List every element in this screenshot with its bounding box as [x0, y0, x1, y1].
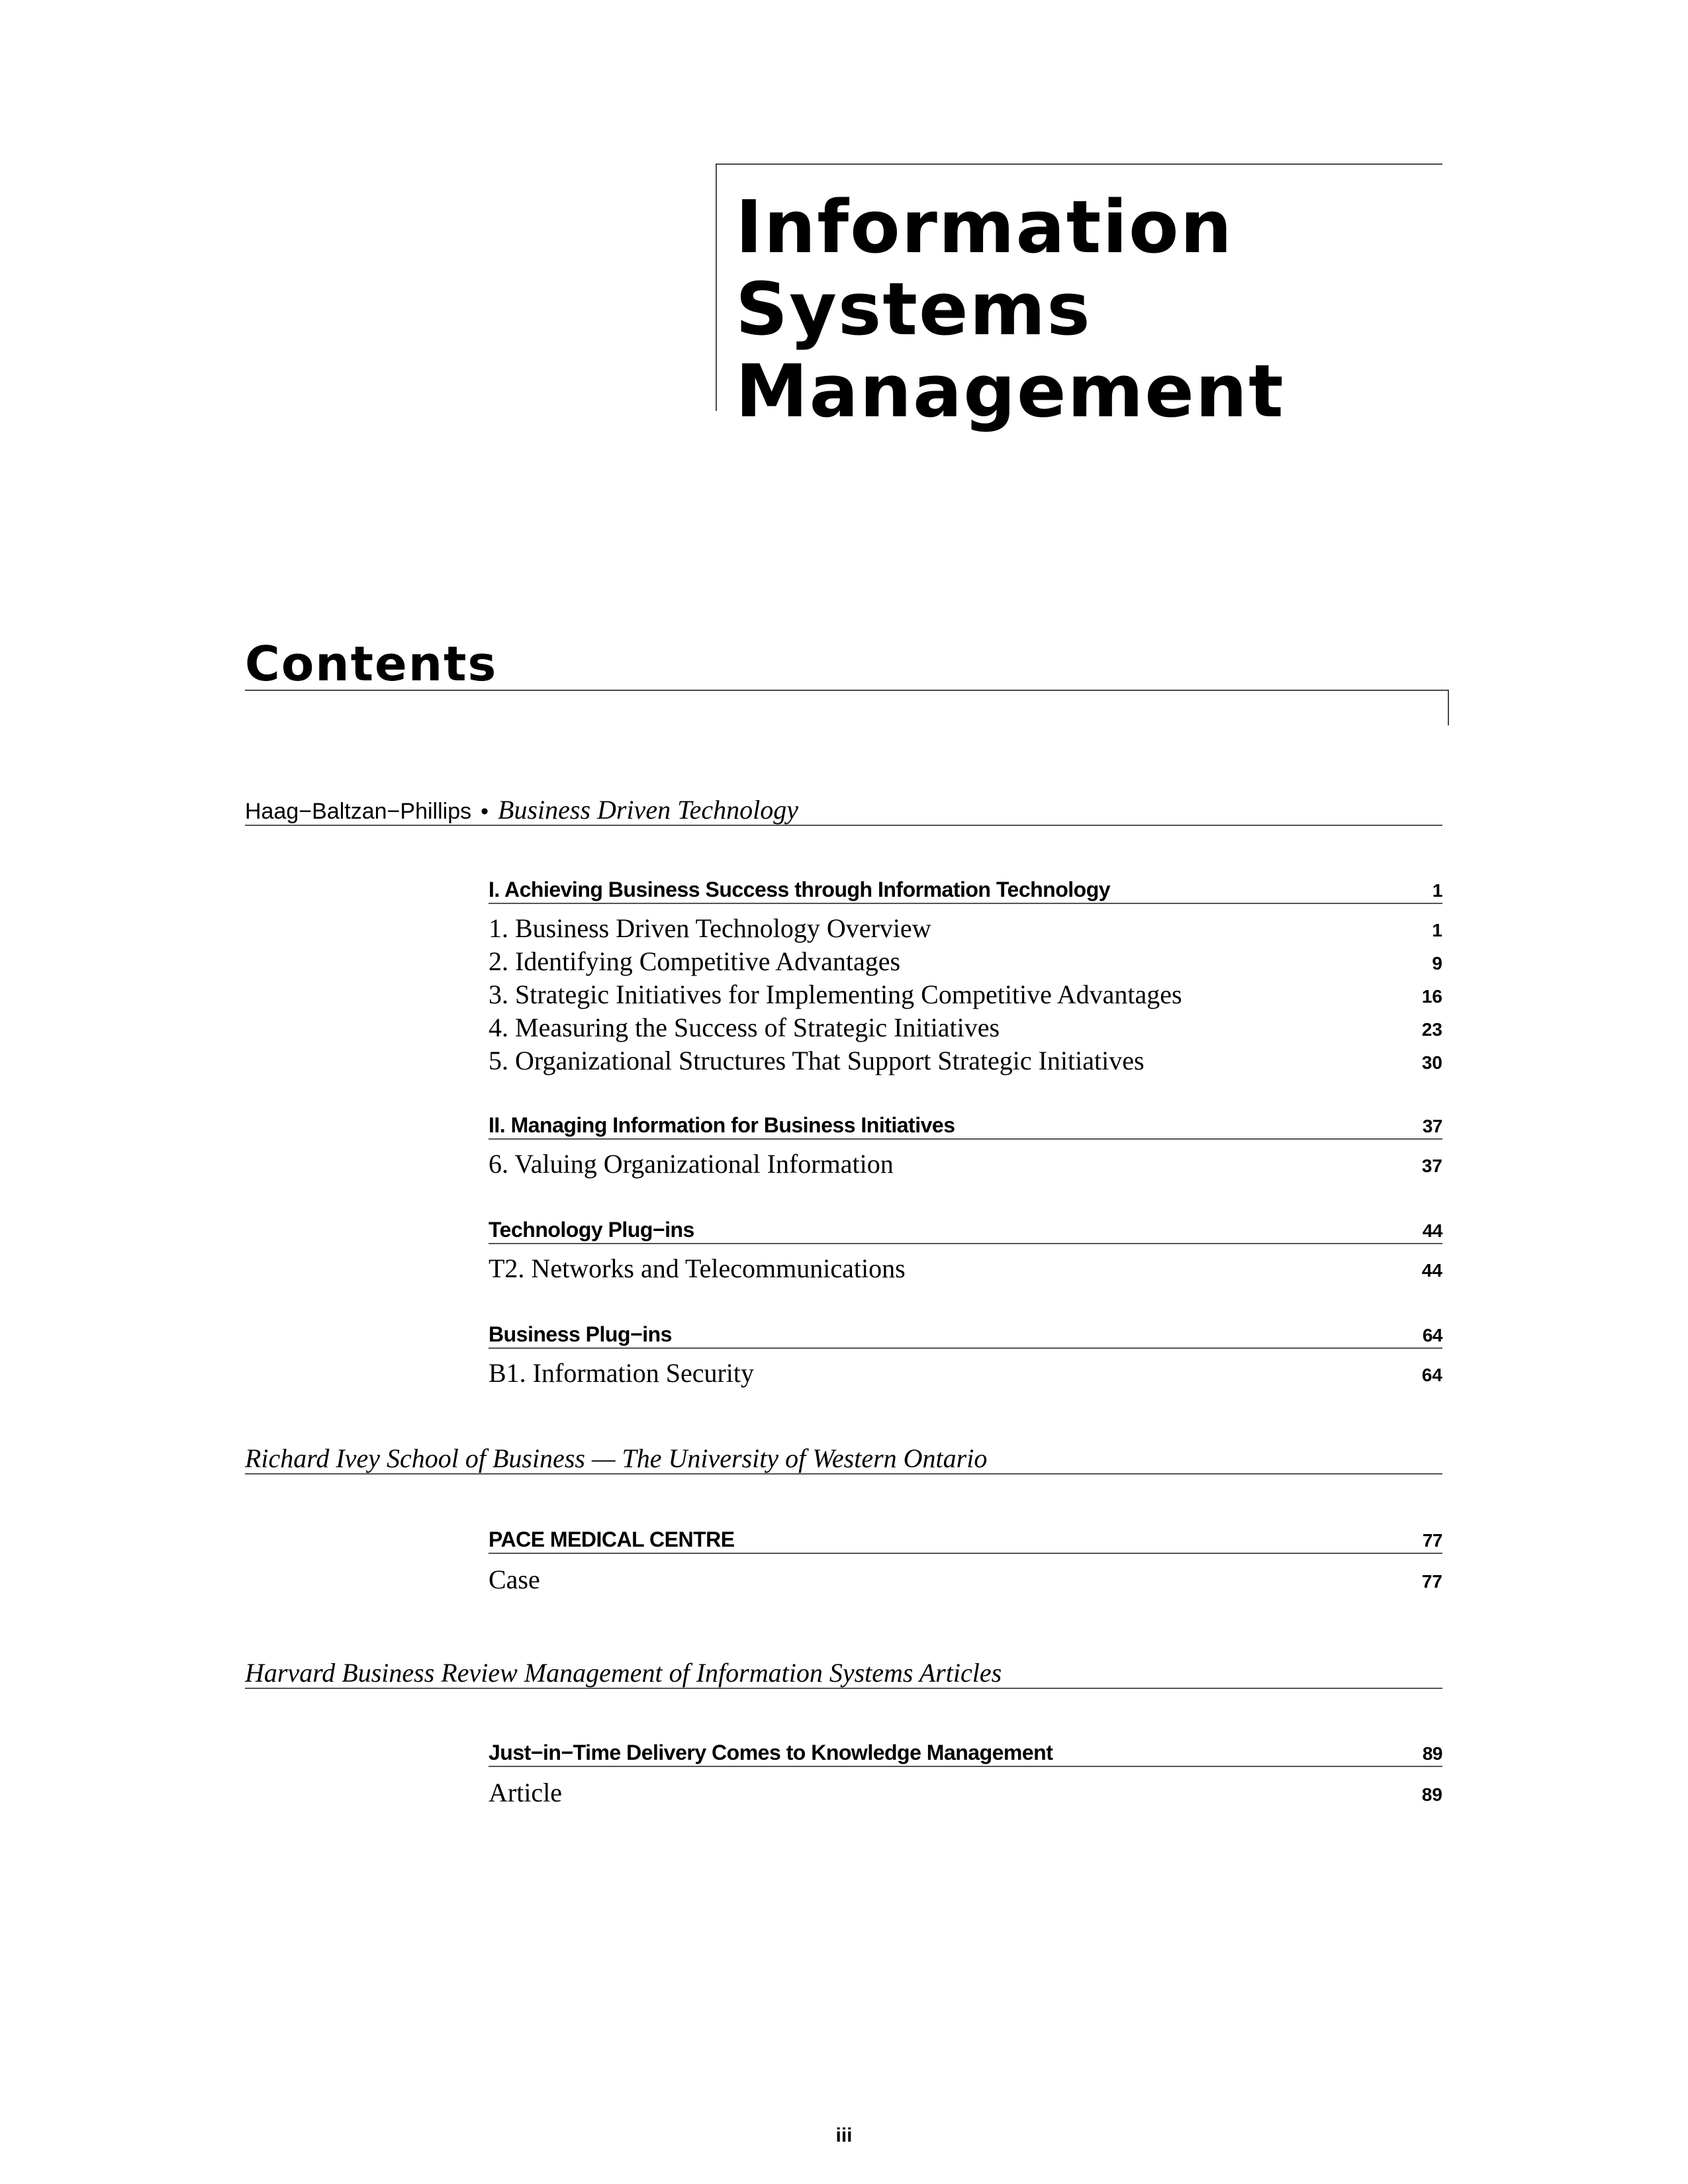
toc-entry-link[interactable] [489, 912, 1442, 945]
toc-section-link[interactable] [489, 1113, 1442, 1140]
entry-page-number: 64 [1421, 1365, 1442, 1385]
entry-page-number: 16 [1421, 986, 1442, 1007]
entry-title: 6. Valuing Organizational Information [489, 1149, 894, 1179]
section-title: Technology Plug−ins [489, 1218, 694, 1242]
section-page-number: 44 [1422, 1220, 1442, 1241]
section-page-number: 77 [1422, 1530, 1442, 1551]
book-title-line: Management [735, 349, 1285, 433]
section-page-number: 37 [1422, 1116, 1442, 1136]
entry-page-number: 30 [1421, 1052, 1442, 1073]
section-title: Business Plug−ins [489, 1322, 672, 1346]
book-title-line: Information [735, 185, 1233, 269]
toc-entry-link[interactable] [489, 945, 1442, 978]
entry-title: Case [489, 1565, 540, 1594]
section-title: I. Achieving Business Success through Information Technology [489, 878, 1111, 901]
section-title: Just−in−Time Delivery Comes to Knowledge Management [489, 1741, 1053, 1764]
toc-section-link[interactable] [489, 1322, 1442, 1349]
section-page-number: 1 [1432, 880, 1442, 901]
entry-title: 3. Strategic Initiatives for Implementing Competitive Advantages [489, 979, 1182, 1009]
toc-section-link[interactable] [489, 1741, 1442, 1767]
entry-title: 1. Business Driven Technology Overview [489, 913, 931, 943]
entry-title: 4. Measuring the Success of Strategic Initiatives [489, 1013, 1000, 1042]
source-book-title: Richard Ivey School of Business — The University of Western Ontario [245, 1443, 988, 1473]
entry-page-number: 77 [1421, 1571, 1442, 1592]
toc-entry-link[interactable] [489, 978, 1442, 1011]
page-folio: iii [835, 2124, 853, 2146]
entry-page-number: 37 [1421, 1156, 1442, 1176]
toc-section-link[interactable] [489, 878, 1442, 904]
toc-entry-link[interactable] [489, 1252, 1442, 1285]
entry-title: 5. Organizational Structures That Support Strategic Initiatives [489, 1046, 1145, 1075]
toc-entry-link[interactable] [489, 1148, 1442, 1181]
entry-title: Article [489, 1778, 563, 1807]
source-book-title: Business Driven Technology [498, 795, 799, 825]
book-title [735, 186, 1285, 432]
toc-entry-link[interactable] [489, 1776, 1442, 1809]
book-title-block [716, 163, 1442, 433]
source-book-title: Harvard Business Review Management of Information Systems Articles [245, 1658, 1002, 1688]
entry-page-number: 1 [1432, 920, 1442, 940]
bullet-icon: • [481, 799, 489, 824]
entry-title: 2. Identifying Competitive Advantages [489, 946, 901, 976]
entry-page-number: 23 [1421, 1019, 1442, 1040]
entry-title: T2. Networks and Telecommunications [489, 1253, 906, 1283]
entry-page-number: 9 [1432, 953, 1442, 974]
entry-page-number: 44 [1421, 1260, 1442, 1281]
toc-section-link[interactable] [489, 1527, 1442, 1554]
source-heading [245, 1659, 1442, 1689]
entry-page-number: 89 [1421, 1784, 1442, 1805]
source-author: Haag−Baltzan−Phillips [245, 799, 472, 824]
toc-entry-link[interactable] [489, 1357, 1442, 1390]
contents-rule [245, 690, 1449, 725]
toc-entry-link[interactable] [489, 1044, 1442, 1077]
book-title-line: Systems [735, 267, 1092, 351]
toc-section-link[interactable] [489, 1218, 1442, 1244]
section-page-number: 89 [1422, 1743, 1442, 1764]
toc-entry-link[interactable] [489, 1011, 1442, 1044]
source-heading [245, 1444, 1442, 1475]
section-title: II. Managing Information for Business Initiatives [489, 1113, 955, 1137]
entry-title: B1. Information Security [489, 1358, 755, 1388]
source-heading [245, 796, 1442, 826]
contents-heading: Contents [245, 636, 498, 692]
toc-entry-link[interactable] [489, 1563, 1442, 1596]
section-title: PACE MEDICAL CENTRE [489, 1527, 735, 1551]
section-page-number: 64 [1422, 1325, 1442, 1345]
